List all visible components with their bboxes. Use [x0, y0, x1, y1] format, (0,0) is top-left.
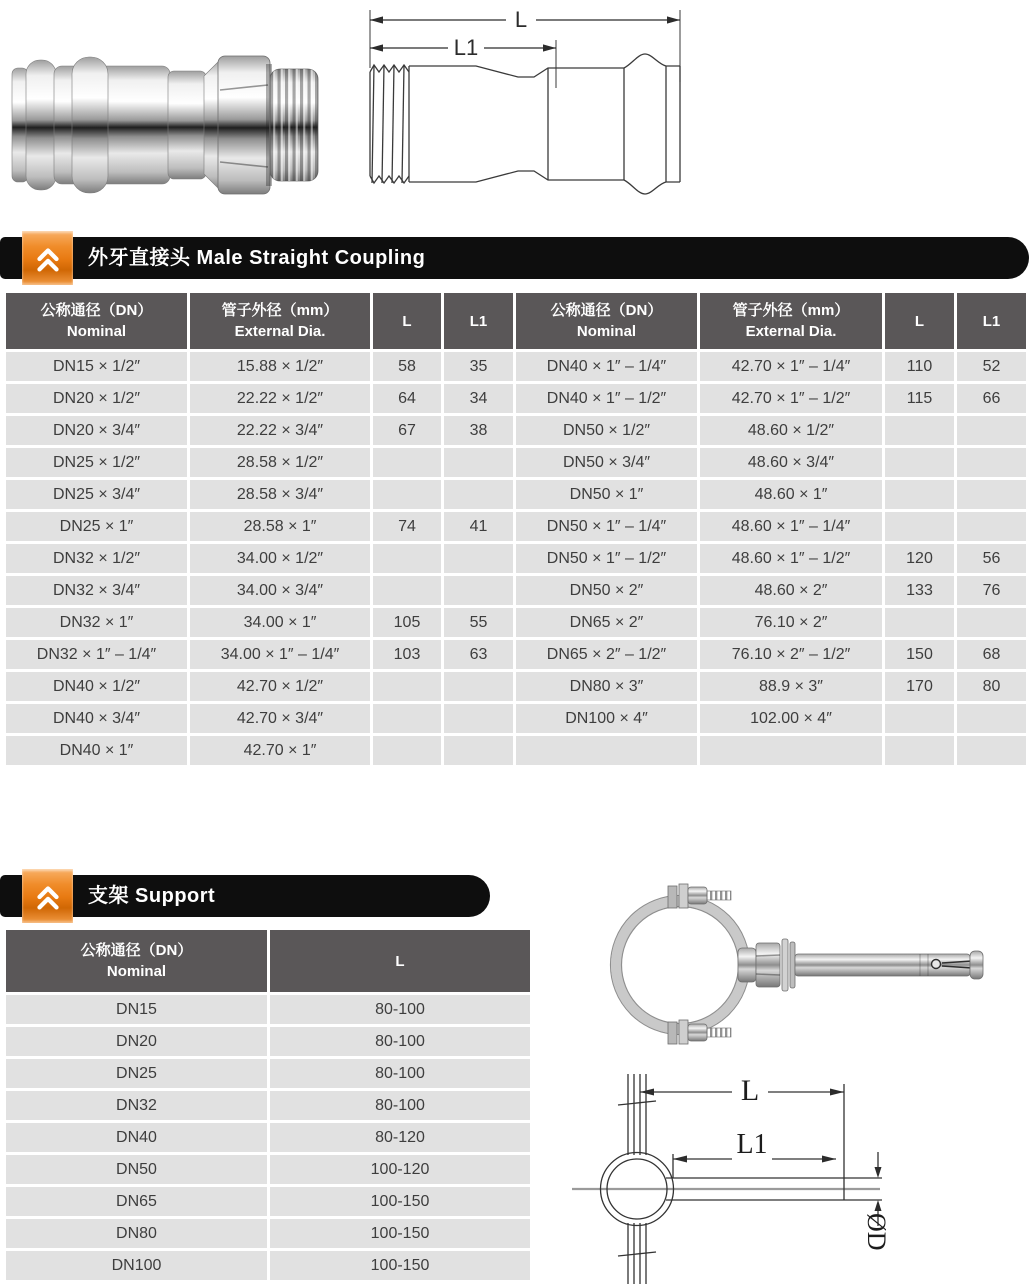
table-cell: [957, 416, 1026, 445]
support-section-banner: [0, 875, 490, 917]
table-cell: 28.58 × 1/2″: [190, 448, 370, 477]
table-cell: [444, 704, 513, 733]
table-cell: 76.10 × 2″: [700, 608, 882, 637]
col-header-external-dia: 管子外径（mm） External Dia.: [700, 293, 882, 349]
table-cell: [373, 736, 441, 765]
table-cell: 28.58 × 3/4″: [190, 480, 370, 509]
support-section-title: 支架 Support: [88, 885, 216, 907]
table-cell: DN50 × 2″: [516, 576, 697, 605]
table-cell: 120: [885, 544, 954, 573]
table-cell: [957, 736, 1026, 765]
table-cell: 42.70 × 1″ – 1/2″: [700, 384, 882, 413]
support-table: [3, 927, 533, 1283]
table-cell: 100-120: [270, 1155, 530, 1184]
table-cell: DN80 × 3″: [516, 672, 697, 701]
table-row: [6, 512, 1026, 541]
coupling-product-photo: [8, 52, 320, 198]
table-cell: 55: [444, 608, 513, 637]
coupling-dimension-drawing: [348, 2, 693, 202]
table-cell: 22.22 × 3/4″: [190, 416, 370, 445]
table-cell: 100-150: [270, 1187, 530, 1216]
table-cell: 68: [957, 640, 1026, 669]
table-cell: 35: [444, 352, 513, 381]
table-cell: 105: [373, 608, 441, 637]
table-cell: 48.60 × 2″: [700, 576, 882, 605]
table-row: [6, 448, 1026, 477]
table-cell: [444, 448, 513, 477]
table-row: [6, 1251, 530, 1280]
col-header-L1: L1: [957, 293, 1026, 349]
table-cell: 34.00 × 1″: [190, 608, 370, 637]
dim-label-diameter: ØD: [862, 1213, 891, 1251]
table-row: [6, 384, 1026, 413]
table-cell: DN15 × 1/2″: [6, 352, 187, 381]
table-cell: [444, 544, 513, 573]
table-row: [6, 736, 1026, 765]
table-cell: 66: [957, 384, 1026, 413]
table-row: [6, 1091, 530, 1120]
table-cell: [957, 512, 1026, 541]
table-cell: [885, 512, 954, 541]
table-cell: 42.70 × 3/4″: [190, 704, 370, 733]
table-cell: DN15: [6, 995, 267, 1024]
table-cell: [885, 448, 954, 477]
support-table-header: [6, 930, 530, 992]
table-cell: 80-120: [270, 1123, 530, 1152]
table-cell: DN40 × 1″: [6, 736, 187, 765]
table-cell: 170: [885, 672, 954, 701]
table-cell: 42.70 × 1″: [190, 736, 370, 765]
table-cell: 34: [444, 384, 513, 413]
table-cell: [444, 480, 513, 509]
table-cell: 28.58 × 1″: [190, 512, 370, 541]
table-cell: 88.9 × 3″: [700, 672, 882, 701]
banner-ribbon: [22, 869, 73, 923]
coupling-section-title: 外牙直接头 Male Straight Coupling: [88, 247, 426, 269]
table-cell: 48.60 × 1/2″: [700, 416, 882, 445]
col-header-nominal: 公称通径（DN） Nominal: [6, 930, 267, 992]
table-cell: 115: [885, 384, 954, 413]
table-cell: 100-150: [270, 1219, 530, 1248]
table-cell: [373, 704, 441, 733]
table-cell: 48.60 × 1″ – 1/4″: [700, 512, 882, 541]
coupling-table: [3, 290, 1029, 768]
table-cell: [373, 576, 441, 605]
table-cell: [885, 416, 954, 445]
table-cell: DN25: [6, 1059, 267, 1088]
col-header-L1: L1: [444, 293, 513, 349]
table-cell: DN25 × 3/4″: [6, 480, 187, 509]
table-cell: 67: [373, 416, 441, 445]
table-row: [6, 1123, 530, 1152]
table-cell: DN65 × 2″: [516, 608, 697, 637]
col-header-L: L: [885, 293, 954, 349]
table-cell: [700, 736, 882, 765]
table-cell: 48.60 × 3/4″: [700, 448, 882, 477]
table-cell: 58: [373, 352, 441, 381]
table-row: [6, 352, 1026, 381]
table-cell: [373, 448, 441, 477]
double-chevron-up-icon: [31, 241, 65, 275]
table-cell: 64: [373, 384, 441, 413]
dim-label-L1: L1: [453, 35, 479, 60]
table-cell: [957, 608, 1026, 637]
dim-label-L1: L1: [736, 1129, 768, 1160]
table-cell: DN25 × 1/2″: [6, 448, 187, 477]
table-row: [6, 480, 1026, 509]
coupling-section-banner: [0, 237, 1029, 279]
col-header-nominal: 公称通径（DN） Nominal: [516, 293, 697, 349]
table-cell: 80-100: [270, 1091, 530, 1120]
table-row: [6, 1155, 530, 1184]
table-cell: [516, 736, 697, 765]
table-cell: DN40: [6, 1123, 267, 1152]
col-header-L: L: [373, 293, 441, 349]
table-row: [6, 1187, 530, 1216]
table-cell: 15.88 × 1/2″: [190, 352, 370, 381]
table-cell: [373, 672, 441, 701]
table-row: [6, 608, 1026, 637]
table-cell: DN25 × 1″: [6, 512, 187, 541]
table-cell: DN20: [6, 1027, 267, 1056]
col-header-external-dia: 管子外径（mm） External Dia.: [190, 293, 370, 349]
table-cell: 110: [885, 352, 954, 381]
table-cell: 133: [885, 576, 954, 605]
col-header-nominal: 公称通径（DN） Nominal: [6, 293, 187, 349]
table-cell: 22.22 × 1/2″: [190, 384, 370, 413]
table-cell: 34.00 × 1″ – 1/4″: [190, 640, 370, 669]
table-cell: [373, 544, 441, 573]
table-cell: 42.70 × 1″ – 1/4″: [700, 352, 882, 381]
table-cell: DN50 × 1″ – 1/2″: [516, 544, 697, 573]
table-cell: DN32 × 1″: [6, 608, 187, 637]
table-cell: [885, 704, 954, 733]
table-cell: DN100: [6, 1251, 267, 1280]
dim-label-L: L: [514, 7, 528, 32]
table-cell: DN32 × 3/4″: [6, 576, 187, 605]
table-row: [6, 704, 1026, 733]
table-row: [6, 640, 1026, 669]
table-cell: [957, 480, 1026, 509]
table-cell: [885, 736, 954, 765]
table-cell: DN50: [6, 1155, 267, 1184]
table-cell: 48.60 × 1″ – 1/2″: [700, 544, 882, 573]
support-clamp-photo: [580, 862, 1020, 1067]
table-cell: 100-150: [270, 1251, 530, 1280]
table-cell: [885, 608, 954, 637]
table-cell: DN50 × 1″: [516, 480, 697, 509]
table-row: [6, 1219, 530, 1248]
double-chevron-up-icon: [31, 879, 65, 913]
table-cell: 80-100: [270, 1059, 530, 1088]
table-row: [6, 995, 530, 1024]
table-cell: 34.00 × 1/2″: [190, 544, 370, 573]
table-cell: DN32: [6, 1091, 267, 1120]
table-cell: 76: [957, 576, 1026, 605]
table-cell: [957, 448, 1026, 477]
table-row: [6, 672, 1026, 701]
table-cell: 48.60 × 1″: [700, 480, 882, 509]
table-cell: 42.70 × 1/2″: [190, 672, 370, 701]
coupling-table-header: [6, 293, 1026, 349]
table-cell: DN50 × 1″ – 1/4″: [516, 512, 697, 541]
table-cell: 74: [373, 512, 441, 541]
table-cell: DN40 × 3/4″: [6, 704, 187, 733]
support-table-body: [6, 995, 530, 1280]
table-row: [6, 1059, 530, 1088]
table-cell: 102.00 × 4″: [700, 704, 882, 733]
table-cell: 80-100: [270, 1027, 530, 1056]
table-cell: DN40 × 1/2″: [6, 672, 187, 701]
table-cell: 34.00 × 3/4″: [190, 576, 370, 605]
table-row: [6, 416, 1026, 445]
table-cell: DN100 × 4″: [516, 704, 697, 733]
table-cell: 76.10 × 2″ – 1/2″: [700, 640, 882, 669]
table-cell: 63: [444, 640, 513, 669]
col-header-L: L: [270, 930, 530, 992]
table-cell: DN50 × 3/4″: [516, 448, 697, 477]
table-row: [6, 1027, 530, 1056]
table-cell: [444, 736, 513, 765]
table-cell: DN20 × 3/4″: [6, 416, 187, 445]
table-cell: 56: [957, 544, 1026, 573]
coupling-table-body: [6, 352, 1026, 765]
table-cell: DN32 × 1/2″: [6, 544, 187, 573]
table-cell: [885, 480, 954, 509]
table-cell: [373, 480, 441, 509]
table-cell: 80: [957, 672, 1026, 701]
table-cell: 80-100: [270, 995, 530, 1024]
table-cell: 38: [444, 416, 513, 445]
table-row: [6, 576, 1026, 605]
table-cell: DN40 × 1″ – 1/4″: [516, 352, 697, 381]
table-cell: DN65 × 2″ – 1/2″: [516, 640, 697, 669]
dim-label-L: L: [740, 1074, 760, 1107]
table-cell: DN20 × 1/2″: [6, 384, 187, 413]
table-cell: [957, 704, 1026, 733]
table-cell: 150: [885, 640, 954, 669]
table-cell: DN80: [6, 1219, 267, 1248]
table-cell: DN40 × 1″ – 1/2″: [516, 384, 697, 413]
table-cell: DN50 × 1/2″: [516, 416, 697, 445]
support-dimension-drawing: [560, 1058, 1030, 1286]
table-cell: [444, 576, 513, 605]
banner-ribbon: [22, 231, 73, 285]
table-row: [6, 544, 1026, 573]
table-cell: DN32 × 1″ – 1/4″: [6, 640, 187, 669]
table-cell: DN65: [6, 1187, 267, 1216]
table-cell: 41: [444, 512, 513, 541]
table-cell: 52: [957, 352, 1026, 381]
table-cell: 103: [373, 640, 441, 669]
table-cell: [444, 672, 513, 701]
